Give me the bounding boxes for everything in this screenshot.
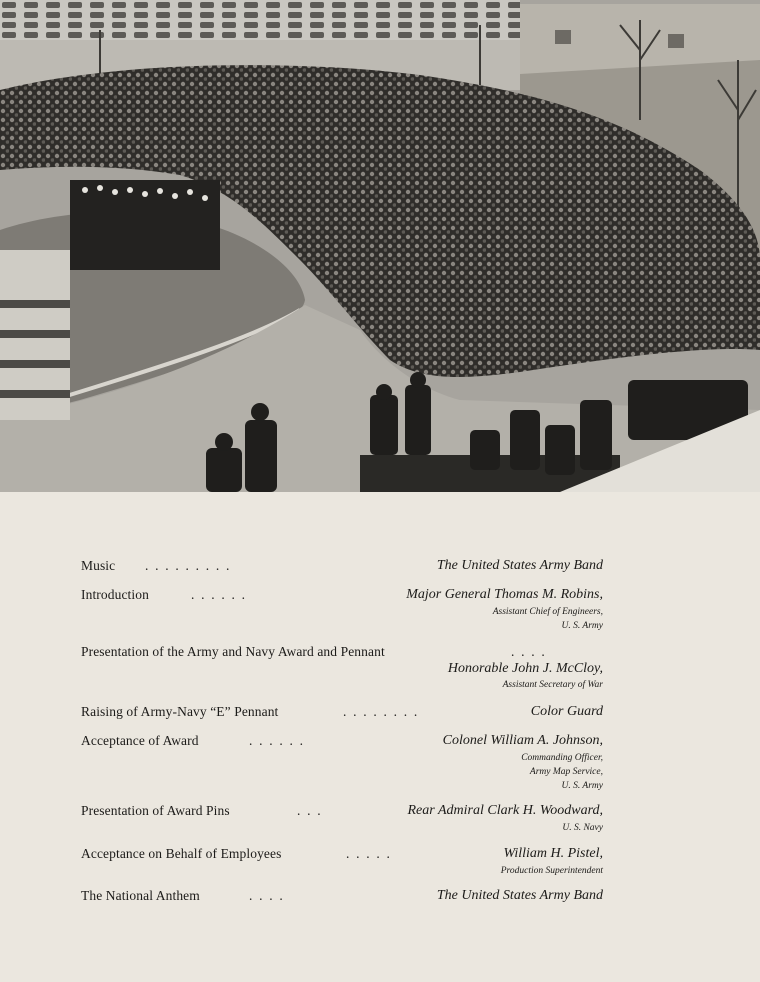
program-item-label: Music [81,558,116,573]
program-item-label: The National Anthem [81,888,200,903]
leader-dots: . . . [297,803,321,818]
performer-title: Army Map Service, [529,767,603,777]
program-item-label: Acceptance on Behalf of Employees [81,846,282,861]
program-item-performer: The United States Army Band [436,558,603,573]
leader-dots: . . . . . . [191,587,245,602]
program-item-label: Presentation of the Army and Navy Award and Pennant [81,644,385,659]
performer-title: U. S. Army [561,781,603,791]
leader-dots: . . . . [249,888,283,903]
leader-dots: . . . . . . [249,733,303,748]
program-item-performer: Rear Admiral Clark H. Woodward, [407,803,603,818]
performer-title: Assistant Secretary of War [502,680,603,690]
performer-title: U. S. Army [561,621,603,631]
performer-title: Commanding Officer, [521,753,603,763]
program-item-label: Presentation of Award Pins [81,803,230,818]
program-item-performer: William H. Pistel, [503,846,603,861]
leader-dots: . . . . . . . . . [145,558,230,573]
program-item-label: Introduction [81,587,149,602]
program-item-performer: Honorable John J. McCloy, [447,661,603,676]
program-item-performer: The United States Army Band [436,888,603,903]
program-item-performer: Color Guard [530,704,603,719]
leader-dots: . . . . . . . . [343,704,418,719]
program-item-label: Acceptance of Award [81,733,199,748]
performer-title: Production Superintendent [500,866,603,876]
program-item-label: Raising of Army-Navy “E” Pennant [81,704,279,719]
performer-title: U. S. Navy [562,823,603,833]
leader-dots: . . . . [511,644,545,659]
program-item-performer: Colonel William A. Johnson, [442,733,603,748]
steps [0,250,70,420]
performer-title: Assistant Chief of Engineers, [492,607,603,617]
program-item-performer: Major General Thomas M. Robins, [406,587,603,602]
leader-dots: . . . . . [346,846,390,861]
